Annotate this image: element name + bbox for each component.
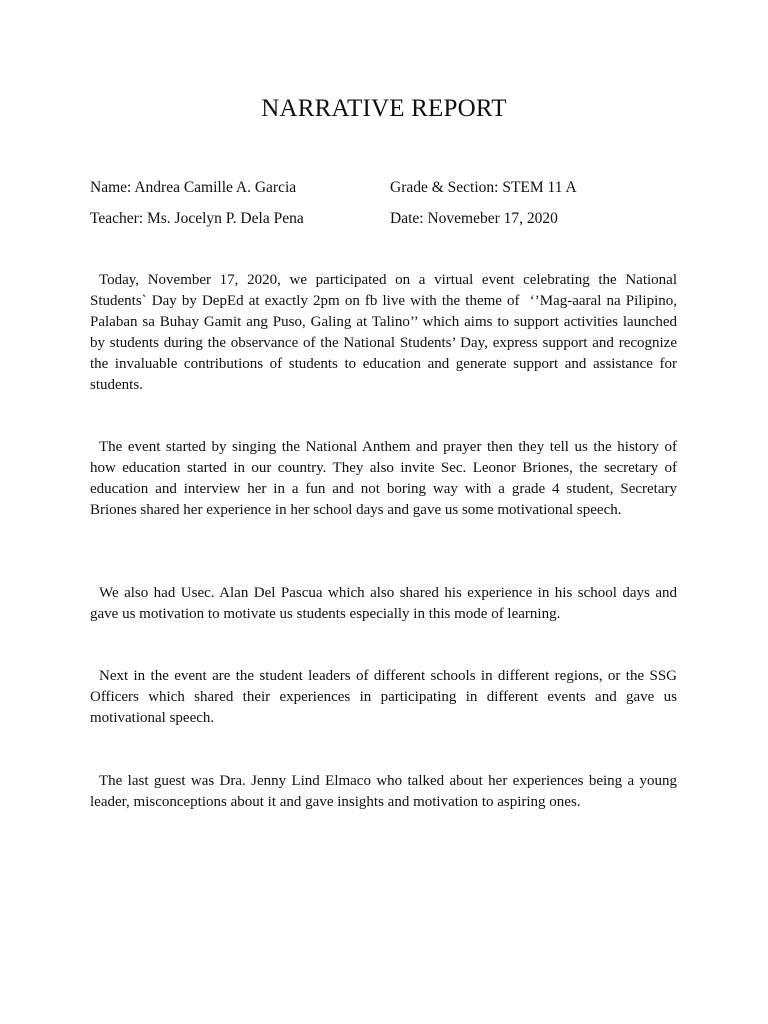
paragraph-last-guest: The last guest was Dra. Jenny Lind Elmaco who talked about her experiences being a young leader, misconceptions about it and gave insights and motivation to aspiring ones. [90,773,677,810]
report-date: Date: Novemeber 17, 2020 [390,210,558,227]
paragraph-event-start: The event started by singing the National Anthem and prayer then they tell us the history of how education started in our country. They also invite Sec. Leonor Briones, the secretary of education and interview her in a fun and not boring way with a grade 4 student, Secretary Briones shared her experience in her school days and gave us some motivational speech. [90,439,677,518]
student-name: Name: Andrea Camille A. Garcia [90,179,297,196]
grade-section: Grade & Section: STEM 11 A [390,179,577,196]
teacher-name: Teacher: Ms. Jocelyn P. Dela Pena [90,210,304,227]
page-title: NARRATIVE REPORT [261,95,507,122]
paragraph-ssg-officers: Next in the event are the student leaders of different schools in different regions, or the SSG Officers which shared their experiences in participating in different events and gave us motivational speech. [90,668,677,726]
paragraph-usec: We also had Usec. Alan Del Pascua which also shared his experience in his school days and gave us motivation to motivate us students especially in this mode of learning. [90,585,677,622]
paragraph-intro: Today, November 17, 2020, we participated on a virtual event celebrating the National Students` Day by DepEd at exactly 2pm on fb live with the theme of ‘’Mag-aaral na Pilipino, Palaban sa Buhay Gamit ang Puso, Galing at Talino’’ which aims to support activities launched by students during the observance of the National Students’ Day, express support and recognize the invaluable contributions of students to education and generate support and assistance for students. [90,272,677,393]
